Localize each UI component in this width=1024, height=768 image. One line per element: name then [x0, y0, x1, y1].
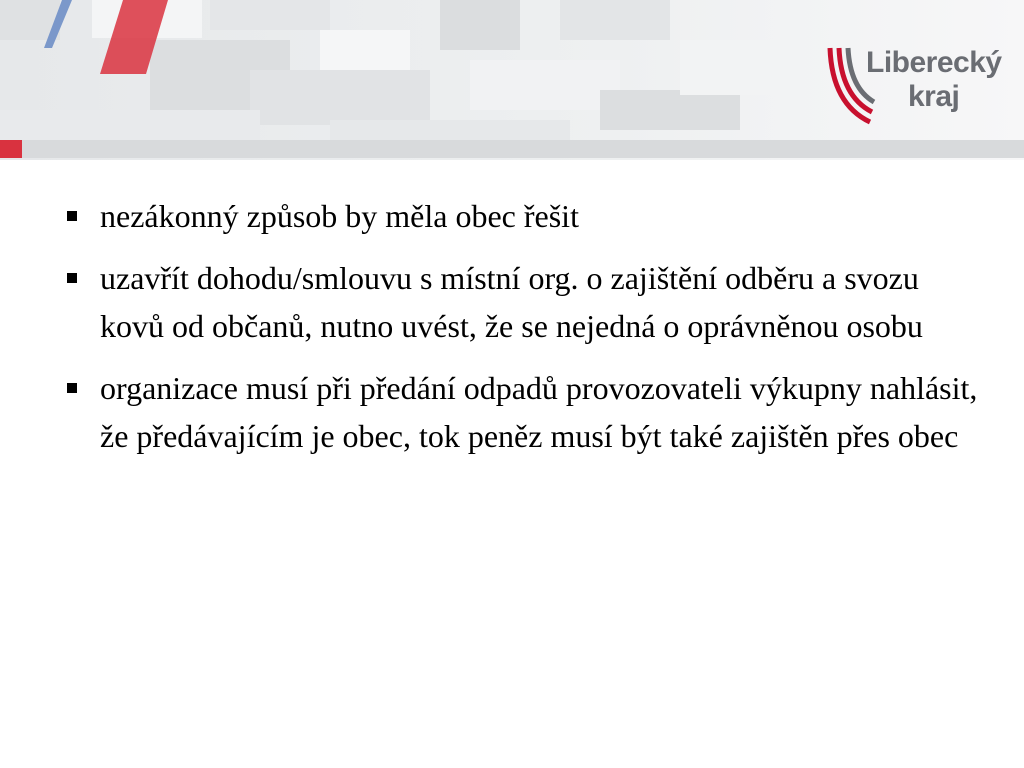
- bullet-text: uzavřít dohodu/smlouvu s místní org. o zajištění odběru a svozu kovů od občanů, nutno uvést, že se nejedná o oprávněnou osobu: [100, 260, 923, 344]
- bullet-list: [62, 192, 982, 460]
- red-corner-accent: [0, 140, 22, 158]
- liberecky-kraj-logo: [826, 44, 1002, 126]
- bullet-item-3: [62, 364, 982, 460]
- square-bullet-icon: [67, 211, 77, 221]
- logo-word-liberecky: Liberecký: [866, 46, 1002, 79]
- bullet-text: nezákonný způsob by měla obec řešit: [100, 198, 579, 234]
- square-bullet-icon: [67, 383, 77, 393]
- bullet-text: organizace musí při předání odpadů provozovateli výkupny nahlásit, že předávajícím je obec, tok peněz musí být také zajištěn přes obec: [100, 370, 978, 454]
- logo-word-kraj: kraj: [908, 80, 960, 113]
- square-bullet-icon: [67, 273, 77, 283]
- slide-content: [62, 192, 982, 474]
- bullet-item-1: [62, 192, 982, 240]
- bullet-item-2: [62, 254, 982, 350]
